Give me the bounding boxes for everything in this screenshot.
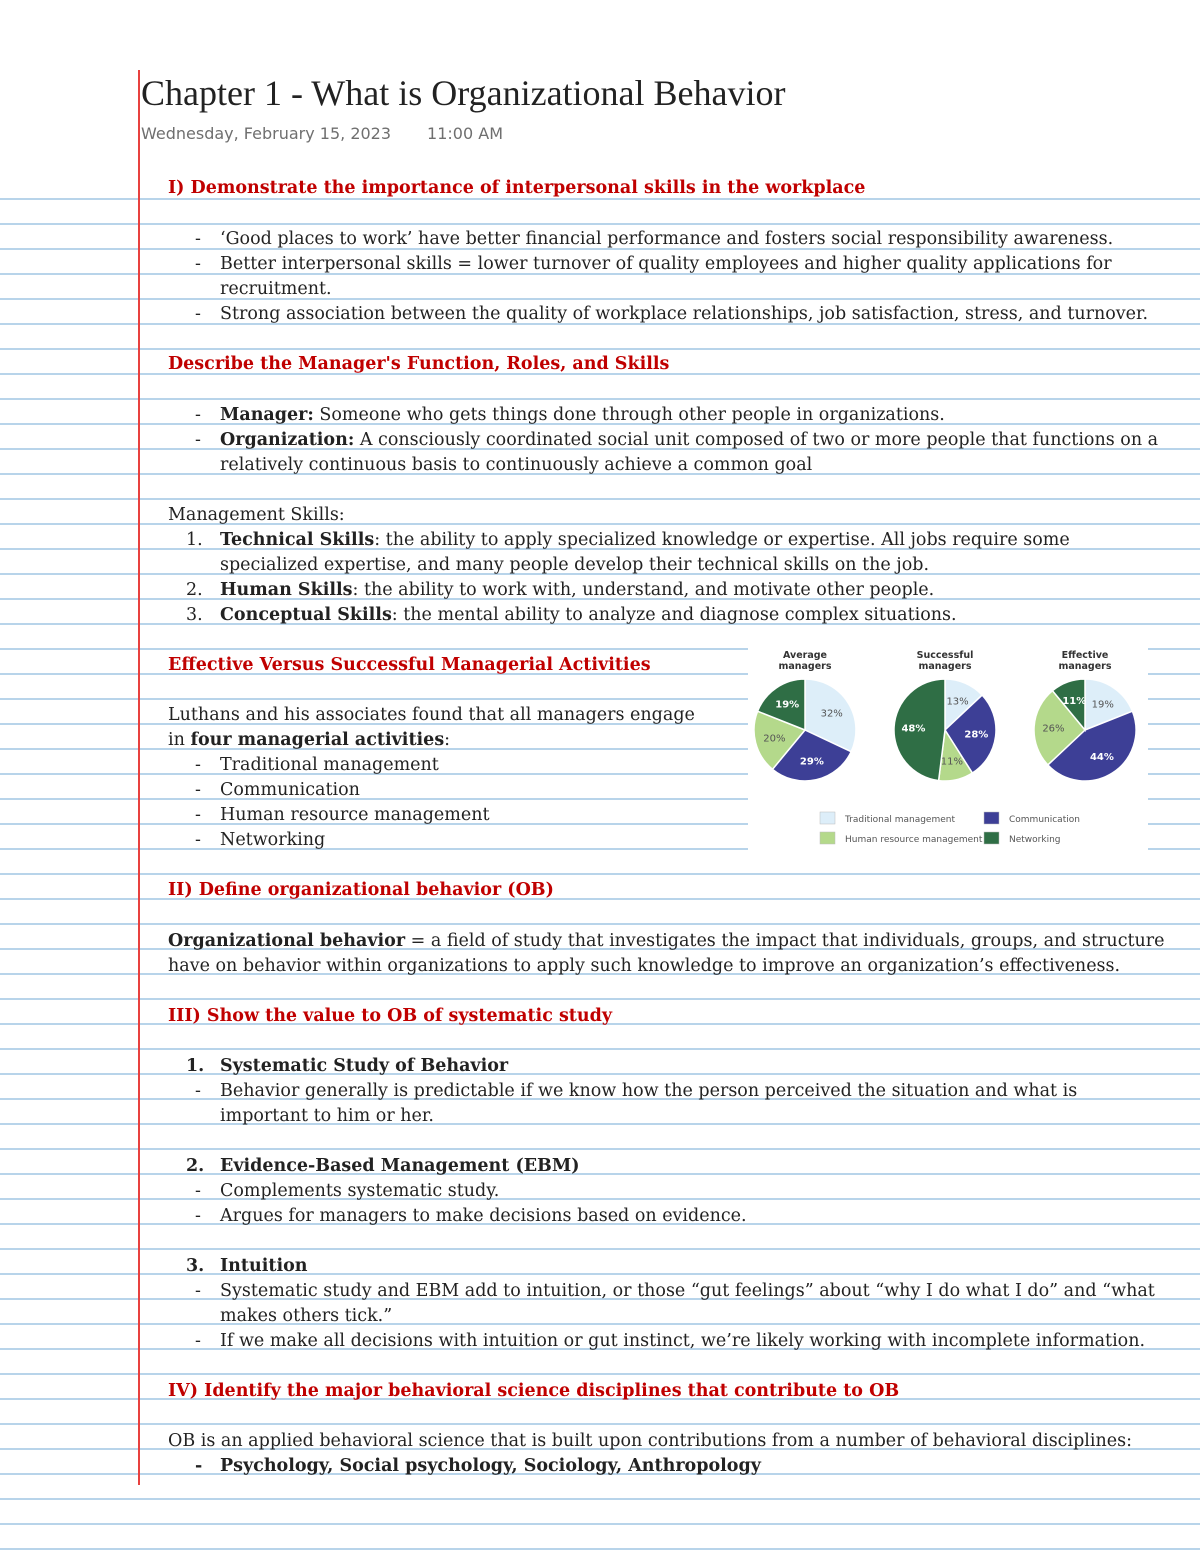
disciplines-intro: OB is an applied behavioral science that is built upon contributions from a number of behavioral disciplines: (168, 1431, 1132, 1451)
margin-line (138, 70, 140, 1485)
pie-data-label: 32% (820, 708, 843, 720)
pie-title: managers (778, 661, 832, 672)
def-human: : the ability to work with, understand, and motivate other people. (352, 580, 935, 600)
pie-data-label: 19% (1091, 699, 1114, 711)
legend-label: Traditional management (845, 815, 956, 825)
pie-data-label: 44% (1089, 752, 1114, 764)
activities-intro: Luthans and his associates found that all managers engage (168, 705, 695, 725)
pie-data-label: 11% (1062, 695, 1087, 707)
def-organization: A consciously coordinated social unit composed of two or more people that functions on a (354, 430, 1159, 450)
bullet-text-cont: makes others tick.” (220, 1306, 393, 1326)
page-meta (141, 124, 503, 143)
heading-disciplines: IV) Identify the major behavioral science disciplines that contribute to OB (168, 1381, 900, 1401)
list-number: 1. (186, 1056, 205, 1076)
intro-bold: four managerial activities (190, 730, 445, 750)
bullet-text: Better interpersonal skills = lower turnover of quality employees and higher quality applications for (220, 254, 1112, 274)
bullet-dash: - (195, 805, 201, 825)
bullet-dash: - (195, 1181, 201, 1201)
definition-manager (220, 403, 945, 428)
item-systematic-study: Systematic Study of Behavior (220, 1056, 509, 1076)
bullet-dash: - (195, 254, 201, 274)
def-technical: : the ability to apply specialized knowledge or expertise. All jobs require some (374, 530, 1070, 550)
pie-data-label: 13% (946, 696, 969, 708)
legend-swatch (984, 812, 999, 824)
definition-organization (220, 428, 1158, 453)
activity-item: Networking (220, 830, 326, 850)
item-intuition: Intuition (220, 1256, 308, 1276)
pie-title: managers (1058, 661, 1112, 672)
bullet-dash: - (195, 304, 201, 324)
term-human: Human Skills (220, 580, 353, 600)
bullet-text-cont: important to him or her. (220, 1106, 434, 1126)
pie-data-label: 19% (775, 699, 800, 711)
bullet-dash: - (195, 1456, 203, 1476)
heading-systematic-study: III) Show the value to OB of systematic study (168, 1006, 613, 1026)
def-manager: Someone who gets things done through other people in organizations. (313, 405, 945, 425)
heading-manager-function: Describe the Manager's Function, Roles, and Skills (168, 354, 670, 374)
bullet-text: If we make all decisions with intuition or gut instinct, we’re likely working with incomplete information. (220, 1331, 1146, 1351)
bullet-dash: - (195, 430, 201, 450)
list-number: 2. (186, 1156, 205, 1176)
pie-data-label: 11% (940, 756, 964, 768)
term-conceptual: Conceptual Skills (220, 605, 392, 625)
def-conceptual: : the mental ability to analyze and diagnose complex situations. (391, 605, 957, 625)
term-technical: Technical Skills (220, 530, 375, 550)
page-date: Wednesday, February 15, 2023 (141, 124, 392, 143)
pie-chart-figure (748, 646, 1148, 858)
page-title: Chapter 1 - What is Organizational Behavior (141, 73, 786, 113)
pie-data-label: 48% (901, 723, 926, 735)
bullet-text: Argues for managers to make decisions based on evidence. (220, 1206, 747, 1226)
pie-title: Successful (916, 650, 974, 661)
skill-human (220, 578, 934, 603)
legend-swatch (820, 832, 835, 844)
page-time: 11:00 AM (427, 124, 503, 143)
bullet-dash: - (195, 755, 201, 775)
bullet-dash: - (195, 1331, 201, 1351)
skill-technical (220, 528, 1070, 553)
pie-title: Effective (1061, 650, 1109, 661)
definition-organization-cont: relatively continuous basis to continuously achieve a common goal (220, 455, 813, 475)
legend-label: Communication (1009, 815, 1080, 825)
intro-pre: in (168, 730, 191, 750)
skill-conceptual (220, 603, 957, 628)
def-ob: = a field of study that investigates the impact that individuals, groups, and structure (405, 931, 1165, 951)
pie-title: Average (783, 650, 827, 661)
term-organization: Organization: (220, 430, 355, 450)
bullet-text: Complements systematic study. (220, 1181, 500, 1201)
bullet-dash: - (195, 1281, 201, 1301)
activities-intro-cont (168, 728, 450, 753)
ob-definition-cont: have on behavior within organizations to apply such knowledge to improve an organization’s effectiveness. (168, 956, 1121, 976)
term-manager: Manager: (220, 405, 314, 425)
term-ob: Organizational behavior (168, 931, 406, 951)
legend-swatch (984, 832, 999, 844)
bullet-dash: - (195, 229, 201, 249)
pie-data-label: 20% (763, 733, 786, 745)
list-number: 1. (186, 530, 203, 550)
bullet-text: ‘Good places to work’ have better financial performance and fosters social responsibility awareness. (220, 229, 1114, 249)
activity-item: Traditional management (220, 755, 439, 775)
heading-interpersonal-skills: I) Demonstrate the importance of interpersonal skills in the workplace (168, 178, 866, 198)
disciplines-list: Psychology, Social psychology, Sociology, Anthropology (220, 1456, 761, 1476)
intro-post: : (444, 730, 451, 750)
heading-define-ob: II) Define organizational behavior (OB) (168, 880, 554, 900)
pie-title: managers (918, 661, 972, 672)
pie-charts-svg (748, 646, 1148, 858)
activity-item: Communication (220, 780, 360, 800)
skill-technical-cont: specialized expertise, and many people develop their technical skills on the job. (220, 555, 930, 575)
pie-data-label: 28% (964, 729, 989, 741)
legend-swatch (820, 812, 835, 824)
pie-data-label: 26% (1042, 723, 1065, 735)
list-number: 2. (186, 580, 203, 600)
bullet-dash: - (195, 780, 201, 800)
heading-managerial-activities: Effective Versus Successful Managerial Activities (168, 655, 651, 675)
bullet-text-cont: recruitment. (220, 279, 332, 299)
bullet-dash: - (195, 830, 201, 850)
legend-label: Human resource management (845, 835, 983, 845)
bullet-text: Strong association between the quality of workplace relationships, job satisfaction, stress, and turnover. (220, 304, 1149, 324)
activity-item: Human resource management (220, 805, 490, 825)
bullet-text: Behavior generally is predictable if we know how the person perceived the situation and what is (220, 1081, 1078, 1101)
item-ebm: Evidence-Based Management (EBM) (220, 1156, 580, 1176)
legend-label: Networking (1009, 835, 1061, 845)
bullet-dash: - (195, 1081, 201, 1101)
ob-definition (168, 929, 1165, 954)
list-number: 3. (186, 605, 203, 625)
list-number: 3. (186, 1256, 205, 1276)
management-skills-label: Management Skills: (168, 505, 345, 525)
bullet-dash: - (195, 1206, 201, 1226)
pie-data-label: 29% (799, 756, 824, 768)
bullet-text: Systematic study and EBM add to intuition, or those “gut feelings” about “why I do what I do” and “what (220, 1281, 1155, 1301)
bullet-dash: - (195, 405, 201, 425)
